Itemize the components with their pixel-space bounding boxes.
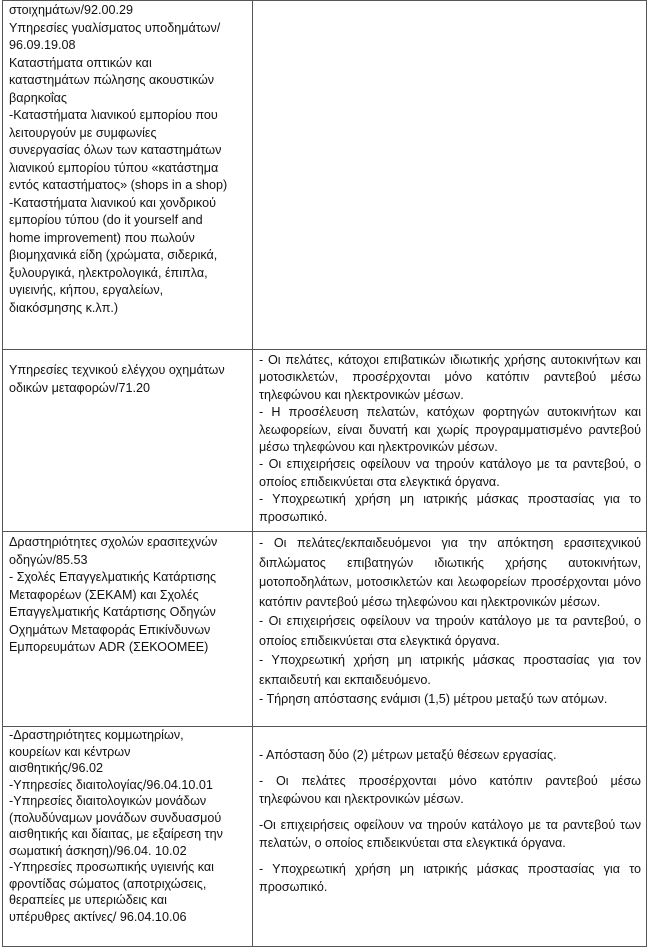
activity-line: Επαγγελματικής Κατάρτισης Οδηγών [9,605,216,619]
activity-cell [3,727,253,947]
measures-cell [253,532,647,727]
activity-line: home improvement) που πωλούν [9,230,195,245]
activity-line: -Δραστηριότητες κομμωτηρίων, [9,728,184,742]
measure-item: - Οι πελάτες, κάτοχοι επιβατικών ιδιωτικής χρήσης αυτοκινήτων και μοτοσικλετών, προσέρχονται μόνο κατόπιν ραντεβού μέσω τηλεφώνου και ηλεκτρονικών μέσων. [259,353,641,402]
activity-line: υγιεινής, κήπου, εργαλείων, [9,283,164,297]
measure-item: - Οι πελάτες προσέρχονται μόνο κατόπιν ραντεβού μέσω τηλεφώνου και ηλεκτρονικών μέσων. [259,774,641,806]
activity-line: Υπηρεσίες τεχνικού ελέγχου οχημάτων [9,363,225,377]
activity-line: θεραπείες με υπεριώδεις και [9,893,167,907]
measure-item: - Υποχρεωτική χρήση μη ιατρικής μάσκας προστασίας για το προσωπικό. [259,492,641,524]
measure-item: - Υποχρεωτική χρήση μη ιατρικής μάσκας προστασίας για το προσωπικό. [259,862,641,894]
activity-line: καταστημάτων πώλησης ακουστικών [9,73,215,87]
measure-item: - Τήρηση απόστασης ενάμισι (1,5) μέτρου μεταξύ των ατόμων. [259,692,608,706]
activity-line: εμπορίου τύπου (do it yourself and [9,213,203,227]
activity-cell [3,1,253,350]
activity-line: εντός καταστήματος» (shops in a shop) [9,178,228,192]
activity-line: βαρηκοΐας [9,90,67,105]
table-row [3,532,647,727]
activity-line: λειτουργούν με συμφωνίες [9,125,157,140]
activity-line: -Υπηρεσίες διαιτολογικών μονάδων [9,794,207,808]
activity-line: Εμπορευμάτων ADR (ΣΕΚΟΟΜΕΕ) [9,640,209,654]
table-row [3,1,647,350]
activity-line: κουρείων και κέντρων [9,744,131,759]
activity-line: λιανικού εμπορίου τύπου «κατάστημα [9,160,219,175]
activity-line: οδικών μεταφορών/71.20 [9,380,151,395]
activity-line: αισθητικής/96.02 [9,761,104,775]
measures-cell [253,350,647,532]
activity-line: στοιχημάτων/92.00.29 [9,3,133,17]
activity-line: -Υπηρεσίες προσωπικής υγιεινής και [9,860,214,874]
activity-cell [3,532,253,727]
activity-line: - Σχολές Επαγγελματικής Κατάρτισης [9,570,217,584]
activity-line: αισθητικής και δίαιτας, με εξαίρεση την [9,827,223,841]
activity-line: Οχημάτων Μεταφοράς Επικίνδυνων [9,622,211,637]
measures-cell [253,727,647,947]
measure-item: - Οι επιχειρήσεις οφείλουν να τηρούν κατάλογο με τα ραντεβού, ο οποίος επιδεικνύεται στα ελεγκτικά όργανα. [259,614,641,648]
measure-item: - Απόσταση δύο (2) μέτρων μεταξύ θέσεων εργασίας. [259,748,557,762]
measure-item: - Υποχρεωτική χρήση μη ιατρικής μάσκας προστασίας για τον εκπαιδευτή και εκπαιδευόμενο. [259,653,641,687]
activity-line: (πολυδύναμων μονάδων συνδυασμού [9,810,222,825]
activity-line: Υπηρεσίες γυαλίσματος υποδημάτων/ [9,20,221,35]
activity-line: Μεταφορέων (ΣΕΚΑΜ) και Σχολές [9,587,199,602]
activity-line: -Καταστήματα λιανικού εμπορίου που [9,108,218,122]
measure-item: - Οι επιχειρήσεις οφείλουν να τηρούν κατάλογο με τα ραντεβού, ο οποίος επιδεικνύεται στα ελεγκτικά όργανα. [259,457,641,489]
measure-item: - Η προσέλευση πελατών, κατόχων φορτηγών αυτοκινήτων και λεωφορείων, είναι δυνατή και χωρίς προγραμματισμένο ραντεβού μέσω τηλεφώνου και ηλεκτρονικών μέσων. [259,405,641,455]
measures-cell [253,1,647,350]
activity-line: φροντίδας σώματος (αποτριχώσεις, [9,876,207,891]
activity-line: 96.09.19.08 [9,38,76,52]
activity-line: Δραστηριότητες σχολών ερασιτεχνών [9,535,218,549]
measure-item: - Οι πελάτες/εκπαιδευόμενοι για την απόκτηση ερασιτεχνικού διπλώματος επιβατηγών ιδιωτικής χρήσης αυτοκινήτων, μοτοποδηλάτων, μοτοσικλετών και λεωφορείων προσέρχονται μόνο κατόπιν ραντεβού μέσω τηλεφώνου και ηλεκτρονικών μέσων. [259,536,641,609]
activity-line: -Υπηρεσίες διαιτολογίας/96.04.10.01 [9,777,213,792]
activity-line: υπέρυθρες ακτίνες/ 96.04.10.06 [9,909,187,924]
regulations-table [2,0,647,947]
activity-line: βιομηχανικά είδη (χρώματα, σιδερικά, [9,248,218,262]
activity-line: ξυλουργικά, ηλεκτρολογικά, έπιπλα, [9,265,208,280]
activity-line: Καταστήματα οπτικών και [9,55,152,70]
activity-line: συνεργασίας όλων των καταστημάτων [9,143,222,157]
table-row [3,727,647,947]
activity-cell [3,350,253,532]
activity-line: σωματική άσκηση)/96.04. 10.02 [9,843,187,858]
activity-line: οδηγών/85.53 [9,552,88,567]
activity-line: -Καταστήματα λιανικού και χονδρικού [9,195,216,210]
measure-item: -Οι επιχειρήσεις οφείλουν να τηρούν κατάλογο με τα ραντεβού των πελατών, ο οποίος επιδεικνύεται στα ελεγκτικά όργανα. [259,818,641,850]
table-row [3,350,647,532]
activity-line: διακόσμησης κ.λπ.) [9,300,119,315]
